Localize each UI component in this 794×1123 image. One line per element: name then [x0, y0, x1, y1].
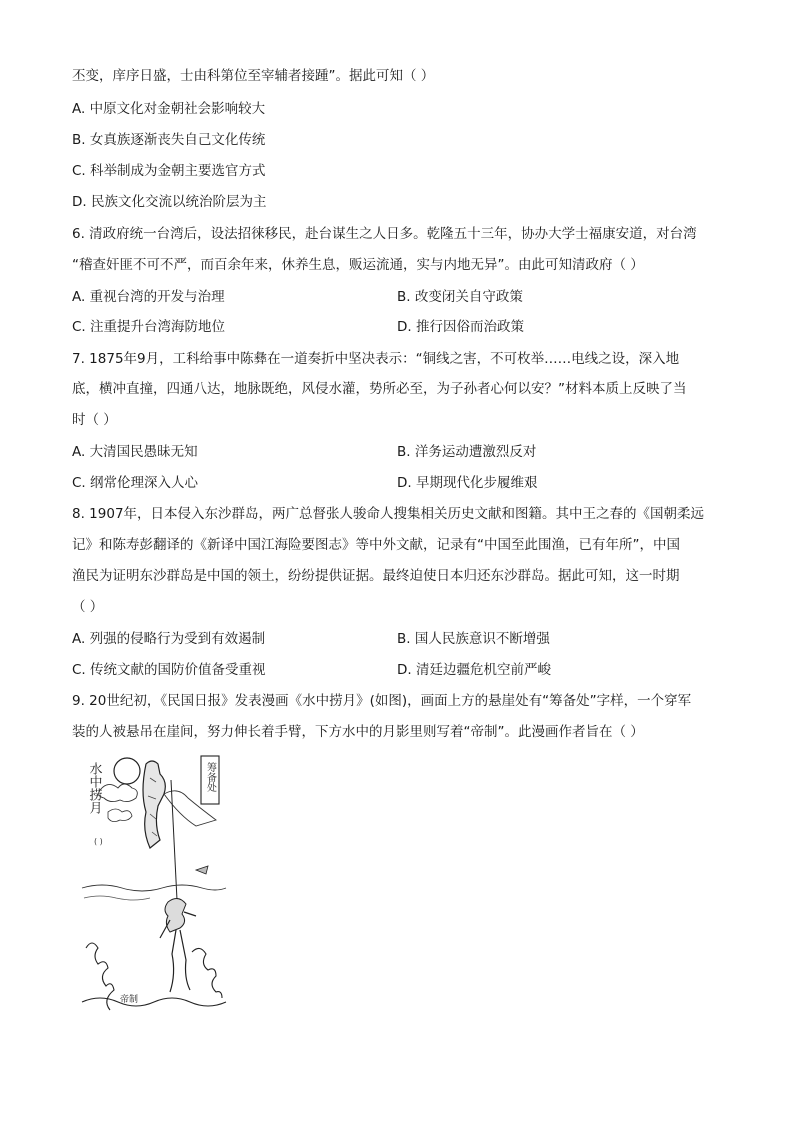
cartoon-title: 水中捞月 — [86, 762, 102, 814]
cliff-shape — [143, 761, 165, 848]
q7-stem-line-1: 7. 1875年9月，工科给事中陈彝在一道奏折中坚决表示：“铜线之害，不可枚举……电线之设，深入地 — [72, 351, 680, 367]
q8-option-a[interactable]: A. 列强的侵略行为受到有效遏制 — [72, 631, 266, 647]
water-line — [82, 885, 226, 891]
q5-option-a[interactable]: A. 中原文化对金朝社会影响较大 — [72, 101, 266, 117]
q8-stem-line-2: 记》和陈寿彭翻译的《新译中国江海险要图志》等中外文献，记录有“中国至此围渔，已有年所”，中国 — [72, 537, 680, 553]
q8-option-b[interactable]: B. 国人民族意识不断增强 — [397, 631, 550, 647]
flag-shape — [196, 866, 208, 874]
cloud-shape — [99, 784, 138, 802]
sign-text: 筹备处 — [204, 762, 216, 792]
cloud-shape-2 — [108, 809, 132, 822]
q6-option-b[interactable]: B. 改变闭关自守政策 — [397, 289, 523, 305]
q9-stem-line-2: 装的人被悬吊在崖间，努力伸长着手臂，下方水中的月影里则写着“帝制”。此漫画作者旨在（ ） — [72, 724, 644, 740]
water-line-2 — [84, 896, 150, 900]
water-bottom — [82, 998, 226, 1006]
q8-option-c[interactable]: C. 传统文献的国防价值备受重视 — [72, 662, 266, 678]
q7-stem-line-2: 底，横冲直撞，四通八达，地脉既绝，风侵水灌，势所必至，为子孙者心何以安？”材料本质上反映了当 — [72, 381, 687, 397]
q7-stem-line-3: 时（ ） — [72, 412, 117, 428]
q8-stem-line-1: 8. 1907年，日本侵入东沙群岛，两广总督张人骏命人搜集相关历史文献和图籍。其中王之春的《国朝柔远 — [72, 506, 705, 522]
q9-stem-line-1: 9. 20世纪初，《民国日报》发表漫画《水中捞月》(如图)，画面上方的悬崖处有“筹备处”字样，一个穿军 — [72, 693, 692, 709]
rope-line — [171, 780, 177, 900]
q6-stem-line-2: “稽查奸匪不可不严，而百余年来，休养生息，贩运流通，实与内地无异”。由此可知清政府（ ） — [72, 257, 644, 273]
figure-legs — [170, 930, 190, 992]
q7-option-b[interactable]: B. 洋务运动遭激烈反对 — [397, 444, 537, 460]
wave-shape-right — [192, 948, 222, 998]
q7-option-d[interactable]: D. 早期现代化步履维艰 — [397, 475, 538, 491]
moon-reflection-text: 帝制 — [120, 995, 139, 1005]
cartoon-paren: ( ) — [94, 837, 103, 846]
q8-stem-line-3: 渔民为证明东沙群岛是中国的领土，纷纷提供证据。最终迫使日本归还东沙群岛。据此可知，这一时期 — [72, 568, 680, 584]
q5-option-c[interactable]: C. 科举制成为金朝主要选官方式 — [72, 163, 266, 179]
q8-stem-line-4: （ ） — [72, 599, 104, 615]
q8-option-d[interactable]: D. 清廷边疆危机空前严峻 — [397, 662, 551, 678]
q6-option-a[interactable]: A. 重视台湾的开发与治理 — [72, 289, 225, 305]
q5-stem-cont: 丕变，庠序日盛，士由科第位至宰辅者接踵”。据此可知（ ） — [72, 68, 435, 84]
q7-option-a[interactable]: A. 大清国民愚昧无知 — [72, 444, 198, 460]
cartoon-illustration — [80, 752, 228, 1014]
q5-option-d[interactable]: D. 民族文化交流以统治阶层为主 — [72, 194, 267, 210]
q5-option-b[interactable]: B. 女真族逐渐丧失自己文化传统 — [72, 132, 266, 148]
q7-option-c[interactable]: C. 纲常伦理深入人心 — [72, 475, 199, 491]
q6-stem-line-1: 6. 清政府统一台湾后，设法招徕移民，赴台谋生之人日多。乾隆五十三年，协办大学士福康安道，对台湾 — [72, 226, 697, 242]
moon-shape — [114, 758, 140, 784]
wave-shape-left — [86, 943, 114, 1010]
q6-option-d[interactable]: D. 推行因俗而治政策 — [397, 319, 524, 335]
figure-shape — [165, 898, 186, 932]
q6-option-c[interactable]: C. 注重提升台湾海防地位 — [72, 319, 226, 335]
